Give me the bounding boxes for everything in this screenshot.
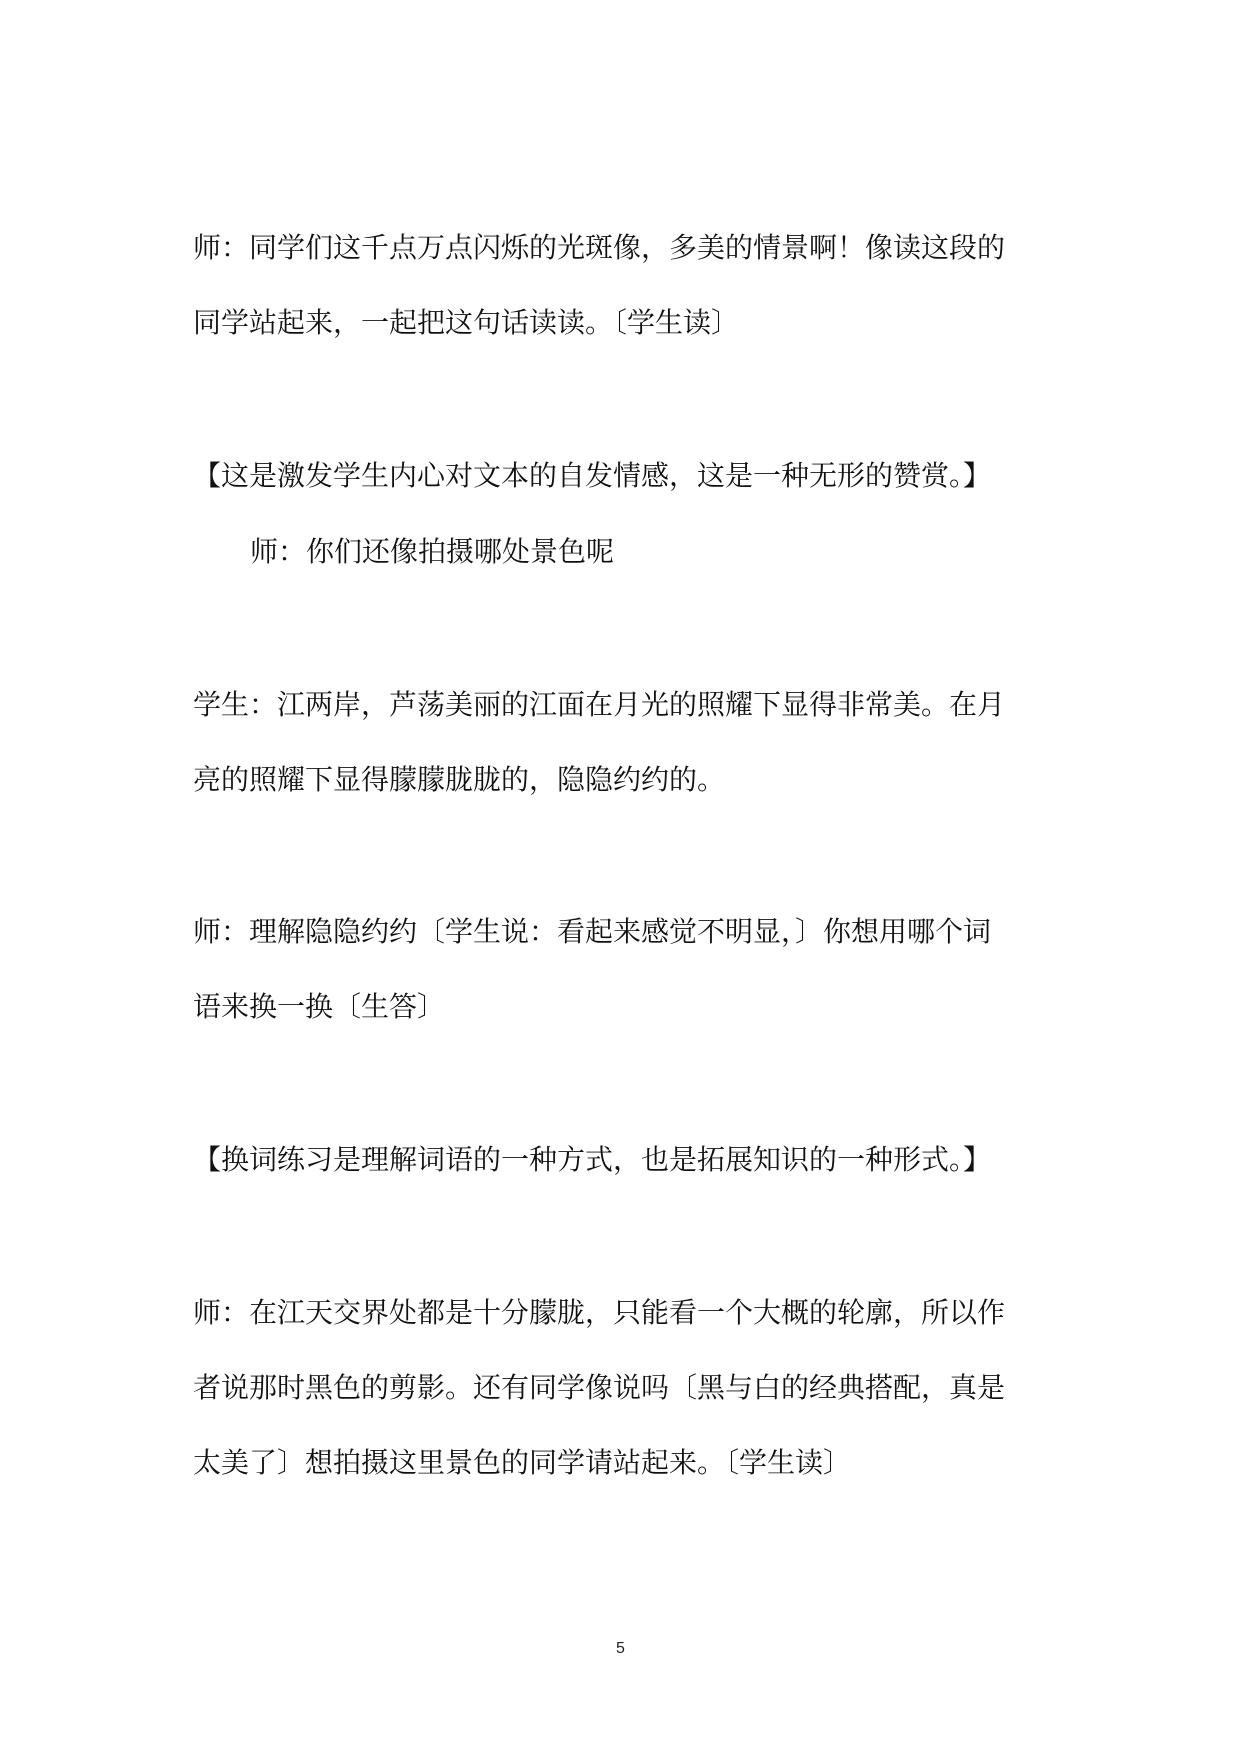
closing-paragraph-line-1: 师：在江天交界处都是十分朦胧，只能看一个大概的轮廓，所以作 <box>193 1296 1006 1329</box>
student-answer-line-2: 亮的照耀下显得朦朦胧胧的，隐隐约约的。 <box>193 763 726 796</box>
annotation-2: 【换词练习是理解词语的一种方式，也是拓展知识的一种形式。】 <box>193 1143 992 1176</box>
closing-paragraph-line-3: 太美了〕想拍摄这里景色的同学请站起来。〔学生读〕 <box>193 1446 852 1479</box>
closing-paragraph-line-2: 者说那时黑色的剪影。还有同学像说吗〔黑与白的经典搭配，真是 <box>193 1371 1006 1404</box>
annotation-1: 【这是激发学生内心对文本的自发情感，这是一种无形的赞赏。】 <box>193 459 992 492</box>
teacher-question: 师：你们还像拍摄哪处景色呢 <box>250 535 615 568</box>
paragraph-1-line-1: 师：同学们这千点万点闪烁的光斑像，多美的情景啊！像读这段的 <box>193 231 1006 264</box>
teacher-prompt-line-1: 师：理解隐隐约约〔学生说：看起来感觉不明显，〕你想用哪个词 <box>193 915 992 948</box>
teacher-prompt-line-2: 语来换一换〔生答〕 <box>193 990 446 1023</box>
student-answer-line-1: 学生：江两岸，芦荡美丽的江面在月光的照耀下显得非常美。在月 <box>193 688 1006 721</box>
paragraph-1-line-2: 同学站起来，一起把这句话读读。〔学生读〕 <box>193 306 740 339</box>
page-number: 5 <box>616 1640 625 1657</box>
